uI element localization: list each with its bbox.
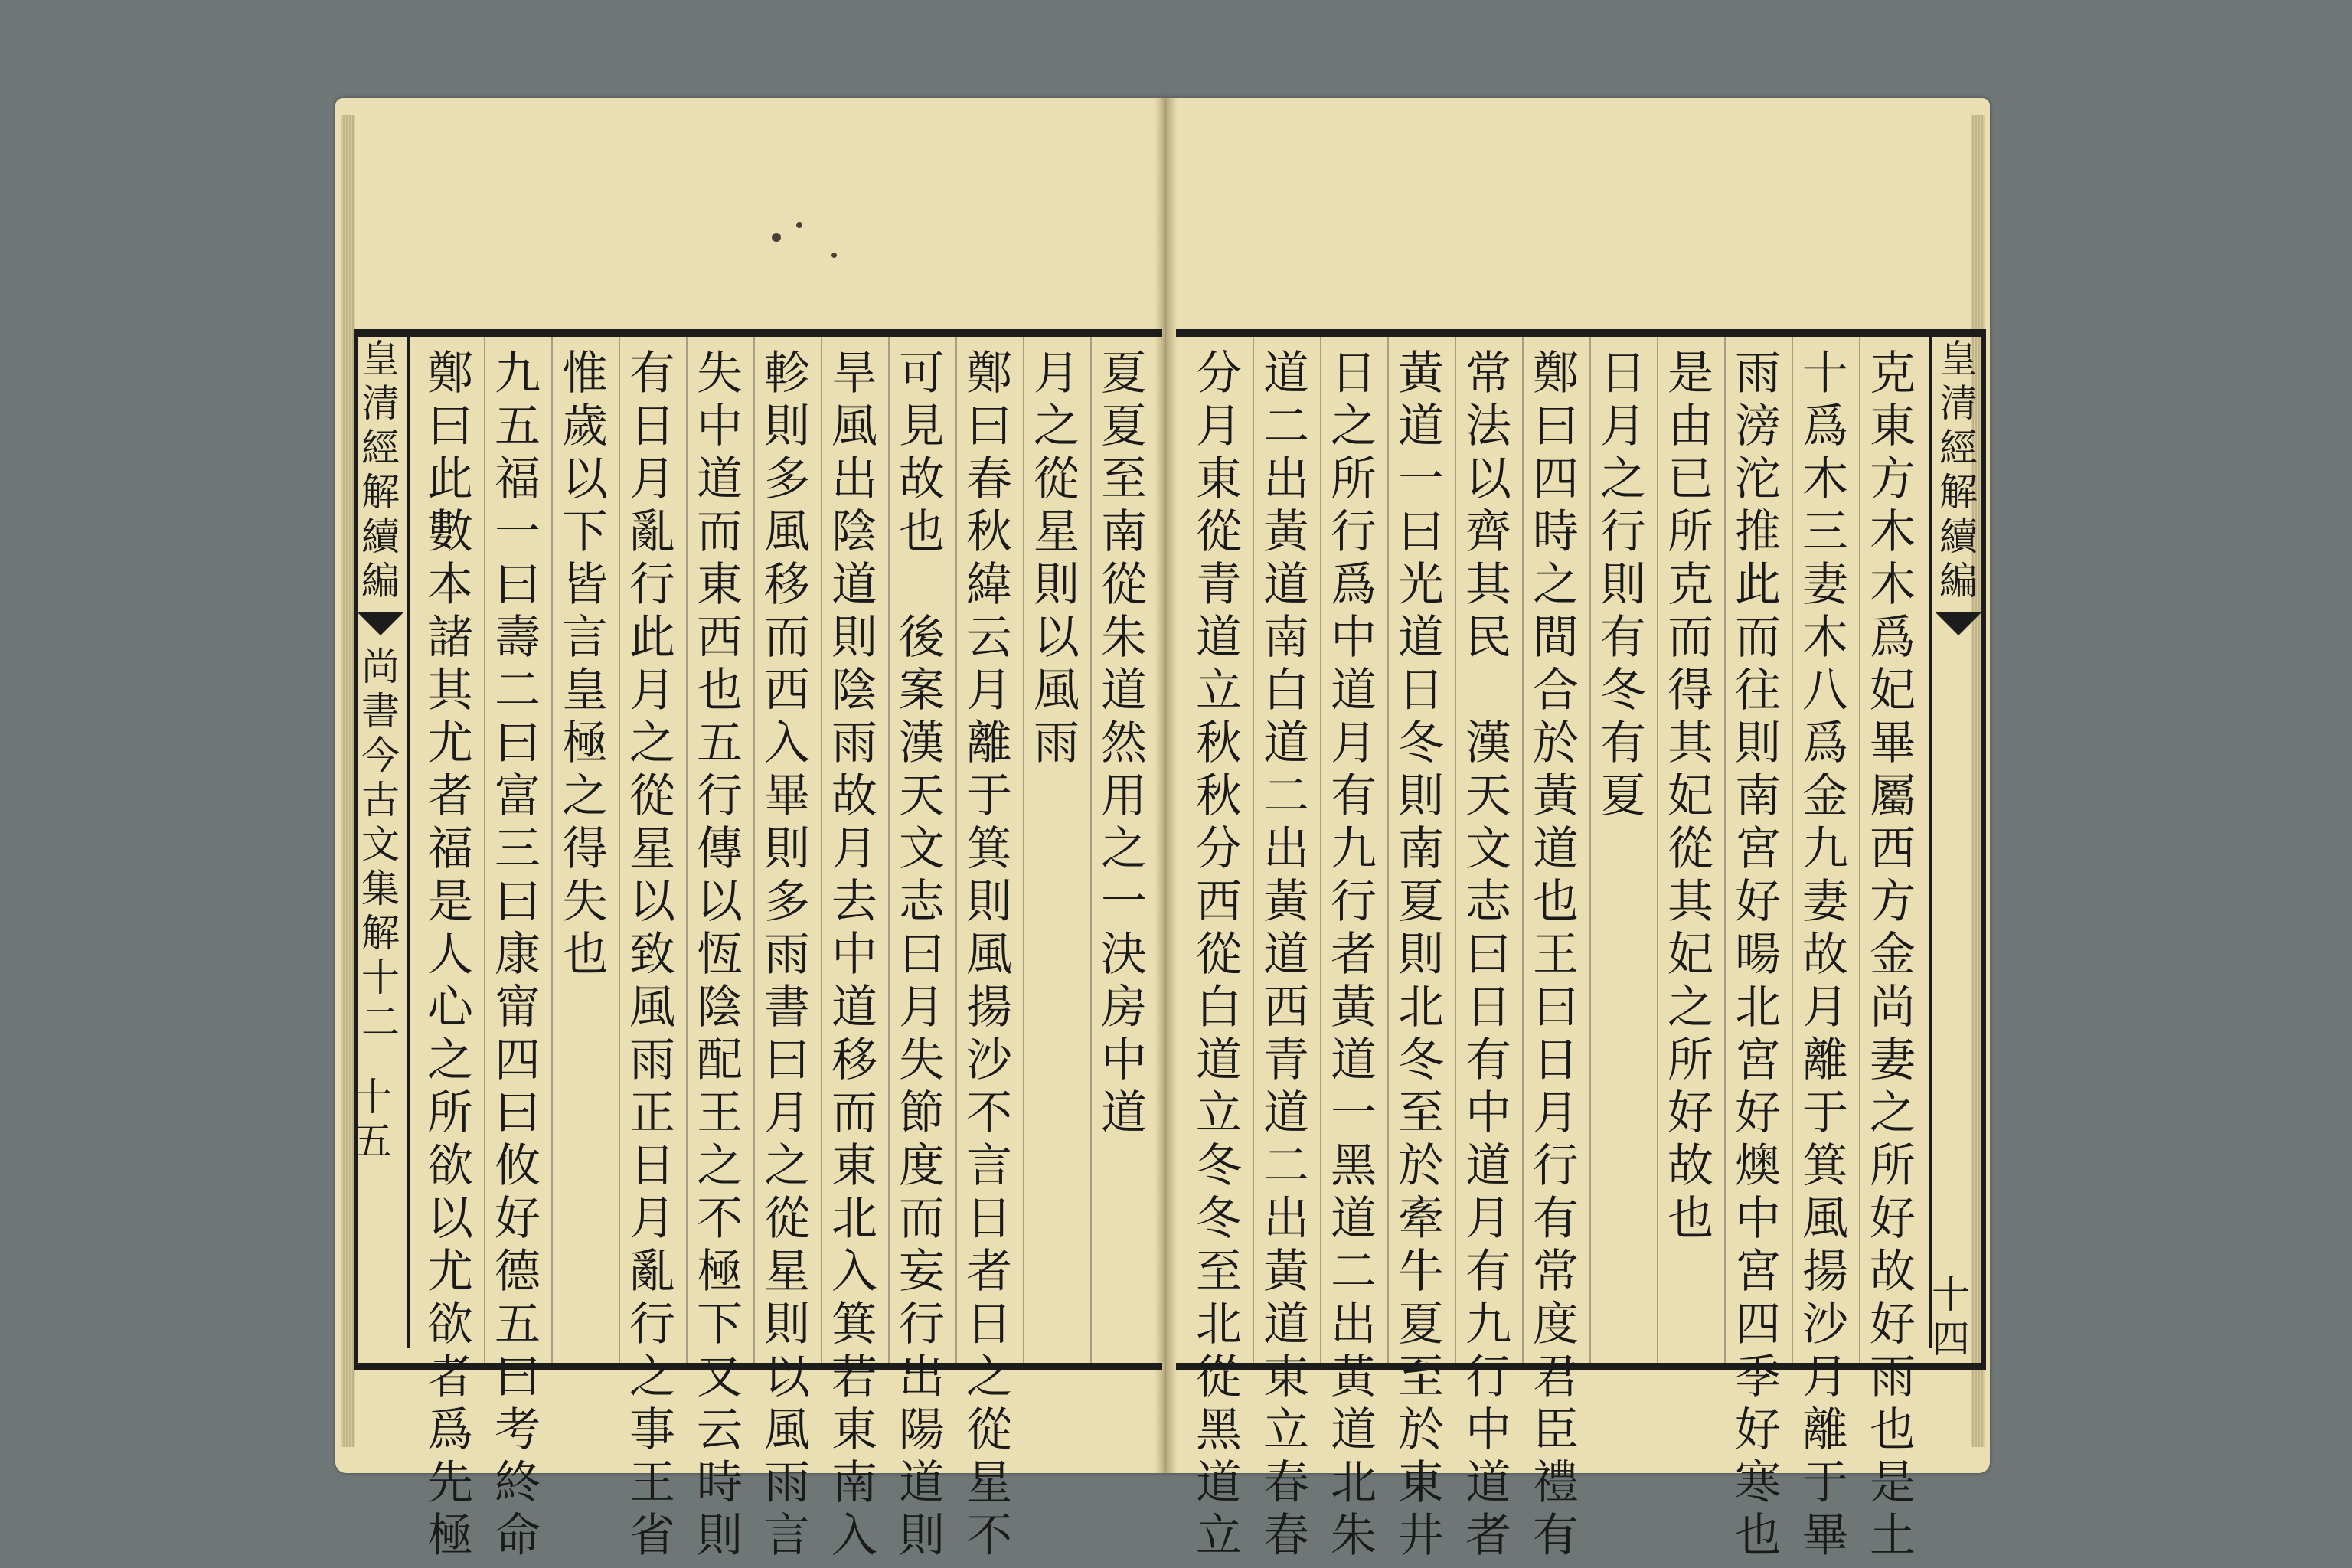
left-folio: 十五 (354, 1075, 392, 1164)
column-rule (1023, 337, 1024, 1363)
left-margin-section: 尚 書 今 古 文 集 解 十 二 (361, 645, 400, 1044)
left-text-column: 鄭 曰 春 秋 緯 云 月 離 于 箕 則 風 揚 沙 不 言 日 者 日 之 從 星 不 (966, 347, 1012, 1563)
column-rule (484, 337, 485, 1363)
fishtail-mark (358, 612, 403, 635)
column-rule (1724, 337, 1726, 1363)
left-text-column: 軫 則 多 風 移 而 西 入 畢 則 多 雨 書 曰 月 之 從 星 則 以 風 雨 言 (764, 347, 810, 1563)
right-folio: 十四 (1932, 1272, 1970, 1361)
left-text-column: 有 日 月 亂 行 此 月 之 從 星 以 致 風 雨 正 日 月 亂 行 之 事 王 省 (629, 347, 675, 1563)
right-text-column: 常 法 以 齊 其 民 漢 天 文 志 曰 日 有 中 道 月 有 九 行 中 道 者 (1465, 347, 1511, 1563)
right-text-column: 鄭 曰 四 時 之 間 合 於 黃 道 也 王 曰 日 月 行 有 常 度 君 臣 禮 有 (1533, 347, 1579, 1563)
column-rule (1253, 337, 1254, 1363)
column-rule (1522, 337, 1524, 1363)
left-text-frame (354, 329, 1162, 1563)
right-margin-strip (1929, 337, 1985, 1361)
left-margin-strip (354, 337, 410, 1348)
left-text-column: 鄭 曰 此 數 本 諸 其 尤 者 福 是 人 心 之 所 欲 以 尤 欲 者 爲 先 極 (427, 347, 473, 1563)
column-rule (956, 337, 957, 1363)
column-rule (1859, 337, 1860, 1363)
left-text-column: 九 五 福 一 曰 壽 二 曰 富 三 曰 康 甯 四 曰 攸 好 德 五 曰 考 終 命 (495, 347, 541, 1563)
right-text-column: 是 由 已 所 克 而 得 其 妃 從 其 妃 之 所 好 故 也 (1668, 347, 1713, 1246)
column-rule (1657, 337, 1658, 1363)
left-text-column: 旱 風 出 陰 道 則 陰 雨 故 月 去 中 道 移 而 東 北 入 箕 若 東 南 入 (831, 347, 877, 1563)
column-rule (619, 337, 620, 1363)
left-text-column: 月 之 從 星 則 以 風 雨 (1034, 347, 1080, 770)
right-text-frame (1176, 329, 1986, 1563)
right-text-column: 克 東 方 木 木 爲 妃 畢 屬 西 方 金 尚 妻 之 所 好 故 好 雨 也 是 土 (1870, 347, 1916, 1563)
left-margin-title: 皇 清 經 解 續 編 (361, 337, 400, 603)
column-rule (1090, 337, 1092, 1363)
left-text-column: 失 中 道 而 東 西 也 五 行 傳 以 恆 陰 配 王 之 不 極 下 又 云 時 則 (697, 347, 743, 1563)
left-text-column: 可 見 故 也 後 案 漢 天 文 志 曰 月 失 節 度 而 妄 行 出 陽 道 則 (899, 347, 945, 1563)
column-rule (1387, 337, 1389, 1363)
column-rule (551, 337, 553, 1363)
column-rule (888, 337, 890, 1363)
right-text-column: 日 月 之 行 則 有 冬 有 夏 (1600, 347, 1646, 823)
column-rule (753, 337, 755, 1363)
ink-spot (796, 222, 802, 228)
column-rule (1455, 337, 1456, 1363)
right-text-column: 黃 道 一 曰 光 道 日 冬 則 南 夏 則 北 冬 至 於 牽 牛 夏 至 於 東 井 (1398, 347, 1444, 1563)
right-text-column: 十 爲 木 三 妻 木 八 爲 金 九 妻 故 月 離 于 箕 風 揚 沙 月 離 于 畢 (1802, 347, 1848, 1563)
fishtail-mark (1936, 612, 1981, 635)
ink-spot (831, 253, 837, 258)
column-rule (821, 337, 822, 1363)
right-text-column: 分 月 東 從 青 道 立 秋 秋 分 西 從 白 道 立 冬 冬 至 北 從 黑 道 立 (1196, 347, 1242, 1563)
column-rule (686, 337, 688, 1363)
column-rule (1589, 337, 1591, 1363)
left-text-column: 夏 夏 至 南 從 朱 道 然 用 之 一 決 房 中 道 (1101, 347, 1147, 1140)
left-text-column: 惟 歲 以 下 皆 言 皇 極 之 得 失 也 (562, 347, 608, 982)
column-rule (1792, 337, 1793, 1363)
right-text-column: 雨 滂 沱 推 此 而 往 則 南 宮 好 暘 北 宮 好 燠 中 宮 四 季 好 寒 也 (1735, 347, 1781, 1563)
right-text-column: 日 之 所 行 爲 中 道 月 有 九 行 者 黃 道 一 黑 道 二 出 黃 道 北 朱 (1331, 347, 1377, 1563)
ink-spot (772, 233, 781, 242)
right-margin-title: 皇 清 經 解 續 編 (1939, 337, 1978, 603)
column-rule (1320, 337, 1321, 1363)
right-text-column: 道 二 出 黃 道 南 白 道 二 出 黃 道 西 青 道 二 出 黃 道 東 立 春 春 (1263, 347, 1309, 1563)
